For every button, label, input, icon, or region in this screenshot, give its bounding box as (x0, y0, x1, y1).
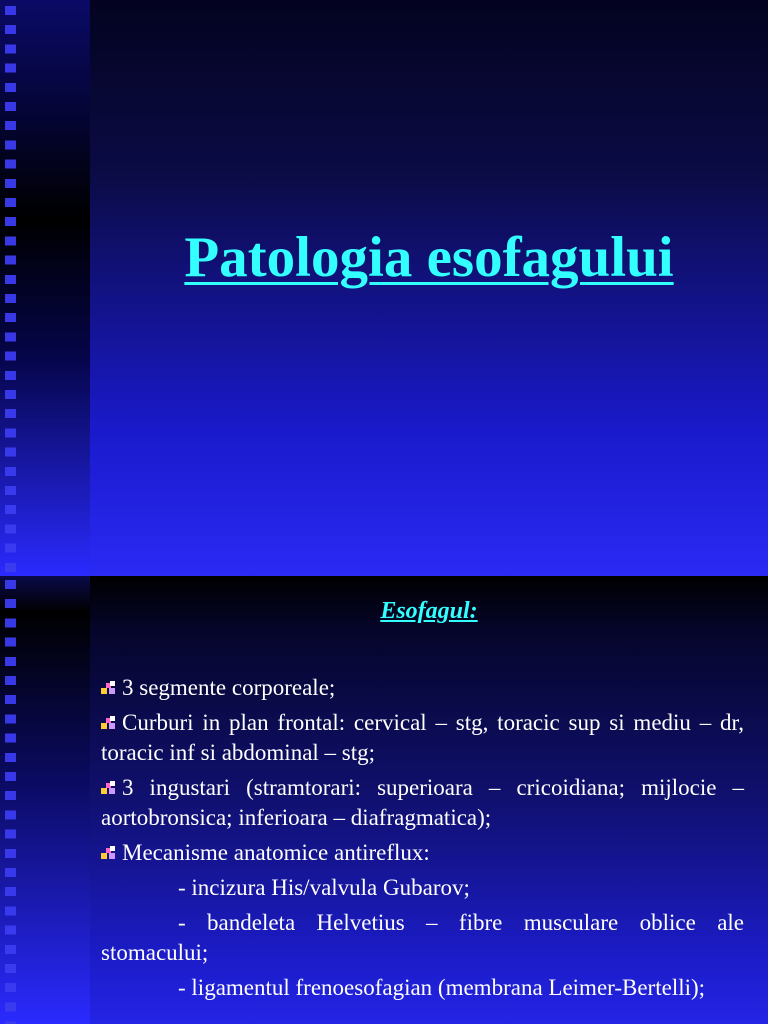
bullet-item (101, 673, 744, 703)
slide-title: Patologia esofagului (184, 226, 674, 289)
sub-item: - incizura His/valvula Gubarov; (178, 875, 470, 900)
left-decorative-strip (0, 0, 90, 576)
bullet-item (101, 773, 744, 833)
content-slide (0, 576, 768, 1024)
bullet-text: 3 ingustari (stramtorari: superioara – cricoidiana; mijlocie – aortobronsica; inferioara – diafragmatica); (101, 775, 744, 830)
slide-body (101, 673, 744, 1008)
multicolor-square-bullet-icon (101, 846, 116, 859)
bullet-text: Curburi in plan frontal: cervical – stg, toracic sup si mediu – dr, toracic inf si abdominal – stg; (101, 710, 744, 765)
section-heading: Esofagul: (380, 598, 478, 624)
multicolor-square-bullet-icon (101, 681, 116, 694)
sub-item: - bandeleta Helvetius – fibre musculare oblice ale stomacului; (101, 910, 744, 965)
bullet-text: 3 segmente corporeale; (122, 675, 336, 700)
bullet-text: Mecanisme anatomice antireflux: (122, 840, 430, 865)
sub-item: - ligamentul frenoesofagian (membrana Leimer-Bertelli); (178, 975, 706, 1000)
square-pattern (5, 0, 16, 576)
bullet-item (101, 838, 744, 868)
multicolor-square-bullet-icon (101, 716, 116, 729)
square-pattern (5, 576, 16, 1024)
bullet-item (101, 708, 744, 768)
multicolor-square-bullet-icon (101, 781, 116, 794)
left-decorative-strip (0, 576, 90, 1024)
